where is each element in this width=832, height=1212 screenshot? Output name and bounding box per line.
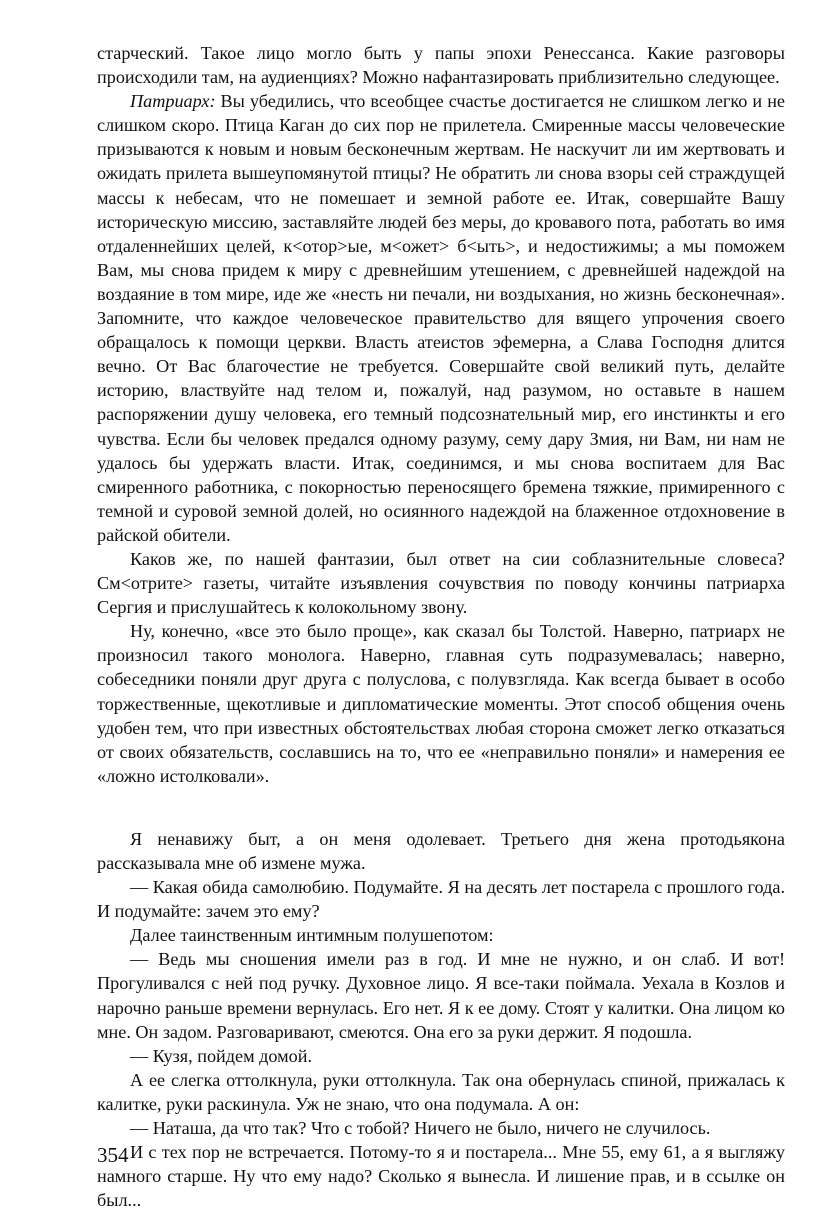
paragraph-9: — Кузя, пойдем домой. bbox=[130, 1045, 313, 1066]
section-break bbox=[97, 788, 785, 827]
paragraph-5: Я ненавижу быт, а он меня одолевает. Третьего дня жена протодьякона рассказывала мне об измене мужа. bbox=[97, 828, 785, 873]
paragraph-12: И с тех пор не встречается. Потому-то я и постарела... Мне 55, ему 61, а я выгляжу намного старше. Ну что ему надо? Сколько я вынесла. И лишение прав, и в ссылке он был... bbox=[97, 1142, 785, 1211]
speaker-label: Патриарх: bbox=[130, 91, 216, 112]
paragraph-2 bbox=[97, 89, 785, 547]
paragraph-2-text: Вы убедились, что всеобщее счастье достигается не слишком легко и не слишком скоро. Птица Каган до сих пор не прилетела. Смиренные массы человеческие призываются к новым и новым бесконечным жертвам. Не наскучит ли им жертвовать и ожидать прилета вышеупомянутой птицы? Не обратить ли снова взоры сей страждущей массы к небесам, что не помешает и земной работе ее. Итак, совершайте Вашу историческую миссию, заставляйте людей без меры, до кровавого пота, работать во имя отдаленнейших целей, к<отор>ые, м<ожет> б<ыть>, и недостижимы; а мы поможем Вам, мы снова придем к миру с древнейшим утешением, с древнейшей надеждой на воздаяние в том мире, иде же «несть ни печали, ни воздыхания, но жизнь бесконечная». Запомните, что каждое человеческое правительство для вящего упрочения своего обращалось к помощи церкви. Власть атеистов эфемерна, а Слава Господня длится вечно. От Вас благочестие не требуется. Совершайте свой великий путь, делайте историю, властвуйте над телом и, пожалуй, над разумом, но оставьте в нашем распоряжении душу человека, его темный подсознательный мир, его инстинкты и его чувства. Если бы человек предался одному разуму, сему дару Змия, ни Вам, ни нам не удалось бы удержать власти. Итак, соединимся, и мы снова воспитаем для Вас смиренного работника, с покорностью переносящего бремена тяжкие, примиренного с темной и суровой земной долей, но осиянного надеждой на блаженное отдохновение в райской обители. bbox=[97, 91, 785, 545]
paragraph-10: А ее слегка оттолкнула, руки оттолкнула. Так она обернулась спиной, прижалась к калитке, руки раскинула. Уж не знаю, что она подумала. А он: bbox=[97, 1069, 785, 1114]
paragraph-11: — Наташа, да что так? Что с тобой? Ничего не было, ничего не случилось. bbox=[130, 1118, 711, 1139]
paragraph-4: Ну, конечно, «все это было проще», как сказал бы Толстой. Наверно, патриарх не произносил такого монолога. Наверно, главная суть подразумевалась; наверно, собеседники поняли друг друга с полуслова, с полувзгляда. Как всегда бывает в особо торжественные, щекотливые и дипломатические моменты. Этот способ общения очень удобен тем, что при известных обстоятельствах любая сторона сможет легко отказаться от своих обязательств, сославшись на то, что ее «неправильно поняли» и намерения ее «ложно истолковали». bbox=[97, 621, 785, 786]
page-text-block bbox=[97, 41, 785, 1212]
paragraph-3: Каков же, по нашей фантазии, был ответ на сии соблазнительные словеса? См<отрите> газеты, читайте изъявления сочувствия по поводу кончины патриарха Сергия и прислушайтесь к колокольному звону. bbox=[97, 548, 785, 618]
page-number: 354 bbox=[97, 1143, 129, 1167]
paragraph-1: старческий. Такое лицо могло быть у папы эпохи Ренессанса. Какие разговоры происходили там, на аудиенциях? Можно нафантазировать приблизительно следующее. bbox=[97, 43, 785, 88]
paragraph-8: — Ведь мы сношения имели раз в год. И мне не нужно, и он слаб. И вот! Прогуливался с ней под ручку. Духовное лицо. Я все-таки поймала. Уехала в Козлов и нарочно раньше времени вернулась. Его нет. Я к ее дому. Стоят у калитки. Она лицом ко мне. Он задом. Разговаривают, смеются. Она его за руки держит. Я подошла. bbox=[97, 949, 785, 1042]
paragraph-6: — Какая обида самолюбию. Подумайте. Я на десять лет постарела с прошлого года. И подумайте: зачем это ему? bbox=[97, 877, 785, 922]
paragraph-7: Далее таинственным интимным полушепотом: bbox=[130, 925, 494, 946]
